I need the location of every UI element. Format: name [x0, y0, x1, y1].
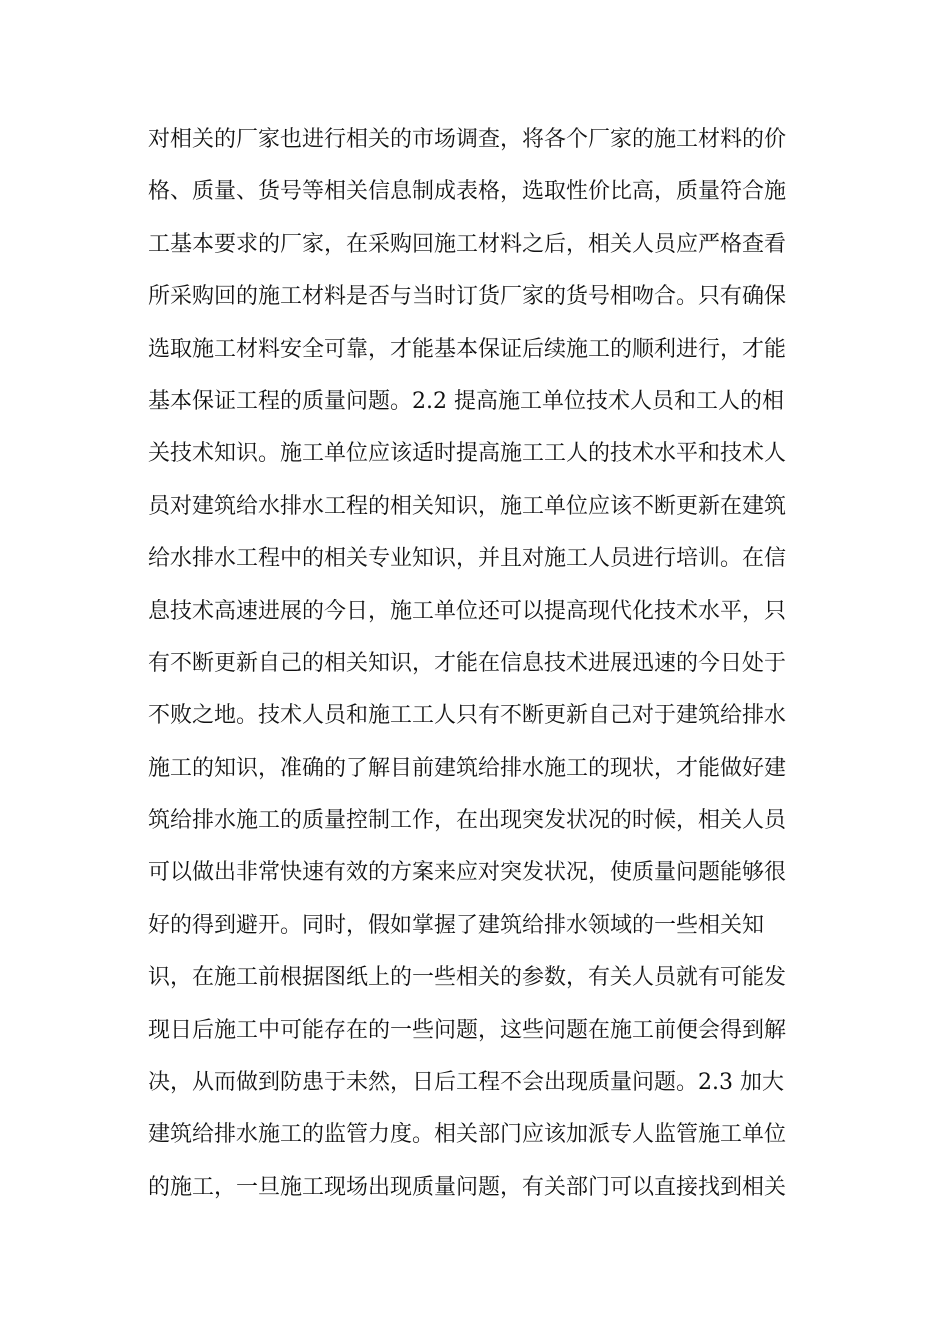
text-line: 建筑给排水施工的监管力度。相关部门应该加派专人监管施工单位	[148, 1122, 787, 1148]
text-line: 格、质量、货号等相关信息制成表格，选取性价比高，质量符合施	[148, 179, 787, 205]
text-line: 对相关的厂家也进行相关的市场调查，将各个厂家的施工材料的价	[148, 127, 787, 152]
text-line: 不败之地。技术人员和施工工人只有不断更新自己对于建筑给排水	[148, 703, 787, 729]
text-line: 关技术知识。施工单位应该适时提高施工工人的技术水平和技术人	[148, 441, 787, 467]
text-line: 工基本要求的厂家，在采购回施工材料之后，相关人员应严格查看	[148, 231, 787, 257]
text-line: 可以做出非常快速有效的方案来应对突发状况，使质量问题能够很	[148, 860, 787, 886]
text-line: 员对建筑给水排水工程的相关知识，施工单位应该不断更新在建筑	[148, 493, 787, 519]
text-line: 好的得到避开。同时，假如掌握了建筑给排水领域的一些相关知	[148, 912, 765, 938]
text-line: 现日后施工中可能存在的一些问题，这些问题在施工前便会得到解	[148, 1017, 787, 1043]
text-line: 筑给排水施工的质量控制工作，在出现突发状况的时候，相关人员	[148, 808, 787, 834]
text-line: 选取施工材料安全可靠，才能基本保证后续施工的顺利进行，才能	[148, 336, 787, 362]
text-line: 给水排水工程中的相关专业知识，并且对施工人员进行培训。在信	[148, 546, 787, 572]
text-line: 决，从而做到防患于未然，日后工程不会出现质量问题。2.3 加大	[148, 1070, 784, 1096]
text-line: 识，在施工前根据图纸上的一些相关的参数，有关人员就有可能发	[148, 965, 787, 991]
text-line: 息技术高速进展的今日，施工单位还可以提高现代化技术水平，只	[148, 598, 787, 624]
text-line: 有不断更新自己的相关知识，才能在信息技术进展迅速的今日处于	[148, 650, 787, 676]
text-line: 基本保证工程的质量问题。2.2 提高施工单位技术人员和工人的相	[148, 388, 784, 414]
body-text	[148, 114, 808, 1214]
text-line: 施工的知识，准确的了解目前建筑给排水施工的现状，才能做好建	[148, 755, 787, 781]
text-line: 的施工，一旦施工现场出现质量问题，有关部门可以直接找到相关	[148, 1174, 787, 1200]
text-line: 所采购回的施工材料是否与当时订货厂家的货号相吻合。只有确保	[148, 284, 787, 310]
